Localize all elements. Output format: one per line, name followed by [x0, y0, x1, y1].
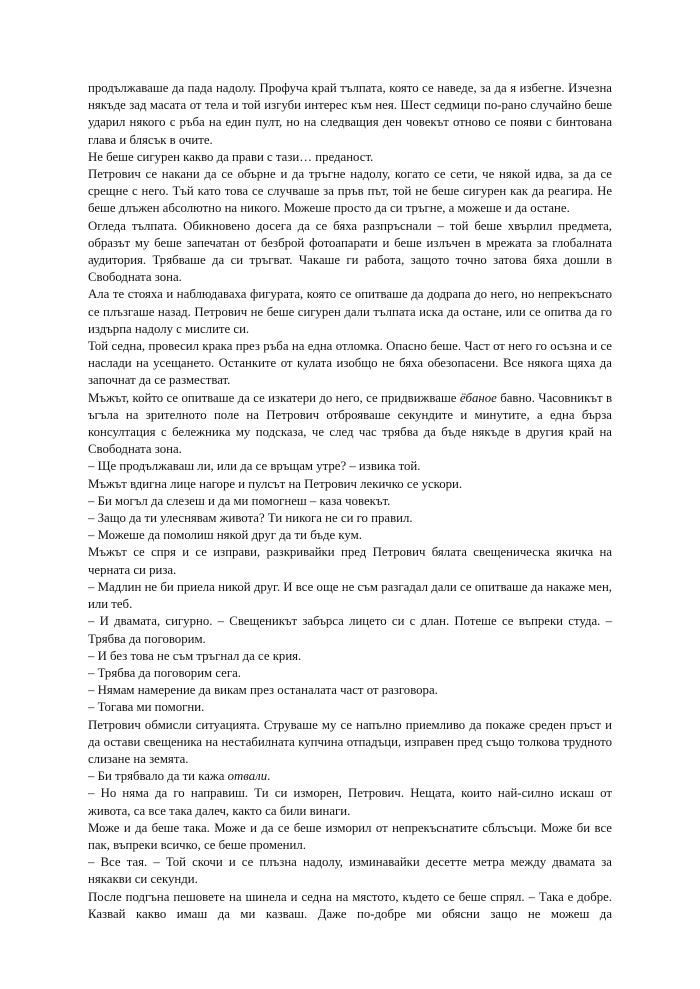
- dialogue-line: – Би могъл да слезеш и да ми помогнеш – каза човекът.: [88, 493, 391, 508]
- paragraph: Петрович се накани да се обърне и да тръгне надолу, когато се сети, че някой идва, за да се срещне с него. Тъй като това се случваше за пръв път, той не беше сигурен как да реагира. Не беше длъжен абсолютно на никого. Можеше просто да си тръгне, а можеше и да остане.: [88, 167, 612, 216]
- italic-word: отвали: [227, 769, 268, 784]
- paragraph: Може и да беше така. Може и да се беше изморил от непрекъснатите сблъсъци. Може би все пак, въпреки всичко, се беше променил.: [88, 820, 612, 852]
- text-body: [88, 80, 612, 923]
- dialogue-line: – Трябва да поговорим сега.: [88, 665, 241, 680]
- dialogue-line: – Защо да ти улеснявам живота? Ти никога не си го правил.: [88, 511, 413, 526]
- dialogue-line: – Но няма да го направиш. Ти си изморен, Петрович. Нещата, които най-силно искаш от живота, са все така далеч, както са били винаги.: [88, 786, 612, 818]
- paragraph: Той седна, провесил крака през ръба на една отломка. Опасно беше. Част от него го осъзна и се наслади на усещането. Останките от кулата изобщо не бяха обезопасени. Все някога щяха да започнат да се разместват.: [88, 339, 612, 388]
- paragraph: [88, 390, 612, 459]
- dialogue-line: – Мадлин не би приела никой друг. И все още не съм разгадал дали се опитваше да накаже мен, или теб.: [88, 579, 612, 612]
- dialogue-line: – Нямам намерение да викам през останалата част от разговора.: [88, 683, 438, 698]
- paragraph: Мъжът вдигна лице нагоре и пулсът на Петрович лекичко се ускори.: [88, 476, 463, 491]
- dialogue-line: – Все тая. – Той скочи и се плъзна надолу, изминавайки десетте метра между двамата за някакви си секунди.: [88, 855, 612, 887]
- dialogue-line: – Можеше да помолиш някой друг да ти бъде кум.: [88, 528, 362, 543]
- paragraph: Огледа тълпата. Обикновено досега да се бяха разпръснали – той беше хвърлил предмета, образът му беше запечатан от безброй фотоапарати и беше излъчен в мрежата за глобалната аудитория. Трябваше да си тръгват. Чакаше ги работа, защото точно затова бяха дошли в Свободната зона.: [88, 218, 612, 285]
- paragraph: Петрович обмисли ситуацията. Струваше му се напълно приемливо да покаже среден пръст и да остави свещеника на нестабилната купчина отпадъци, изправен пред също толкова трудното слизане на земята.: [88, 717, 612, 766]
- paragraph: После подгъна пешовете на шинела и седна на мястото, където се беше спрял. – Така е добре. Казвай какво имаш да ми казваш. Даже по-добре ми обясни защо не можеш да: [88, 889, 612, 921]
- dialogue-line: – Ще продължаваш ли, или да се връщам утре? – извика той.: [88, 459, 421, 474]
- paragraph-text: бавно. Часовникът в ъгъла на зрителното поле на Петрович отброяваше секундите и минутите, а една бърза консултация с бележника му подсказа, че след час трябва да бъде някъде в другия край на Свободната зона.: [88, 390, 612, 457]
- italic-word: ёбаное: [459, 390, 497, 405]
- paragraph-text: Мъжът, който се опитваше да се изкатери до него, се придвижваше: [88, 390, 460, 405]
- paragraph: Мъжът се спря и се изправи, разкривайки пред Петрович бялата свещеническа якичка на черната си риза.: [88, 545, 612, 577]
- paragraph-text: .: [267, 769, 271, 784]
- paragraph: Не беше сигурен какво да прави с тази… преданост.: [88, 149, 374, 164]
- paragraph: Ала те стояха и наблюдаваха фигурата, която се опитваше да додрапа до него, но непрекъснато се плъзгаше назад. Петрович не беше сигурен дали тълпата иска да остане, или се опитва да го издърпа надолу с мислите си.: [88, 287, 612, 336]
- dialogue-line: – И двамата, сигурно. – Свещеникът забърса лицето си с длан. Потеше се въпреки студа. – Трябва да поговорим.: [88, 614, 612, 646]
- dialogue-line: – Тогава ми помогни.: [88, 700, 205, 715]
- dialogue-line: [88, 768, 612, 785]
- paragraph: продължаваше да пада надолу. Профуча край тълпата, която се наведе, за да я избегне. Изчезна някъде зад масата от тела и той изгуби интерес към нея. Шест седмици по-рано случайно беше ударил някого с ръба на един пулт, но на следващия ден човекът отново се появи с бинтована глава и блясък в очите.: [88, 81, 612, 147]
- paragraph-text: – Би трябвало да ти кажа: [88, 769, 228, 784]
- dialogue-line: – И без това не съм тръгнал да се крия.: [88, 648, 302, 663]
